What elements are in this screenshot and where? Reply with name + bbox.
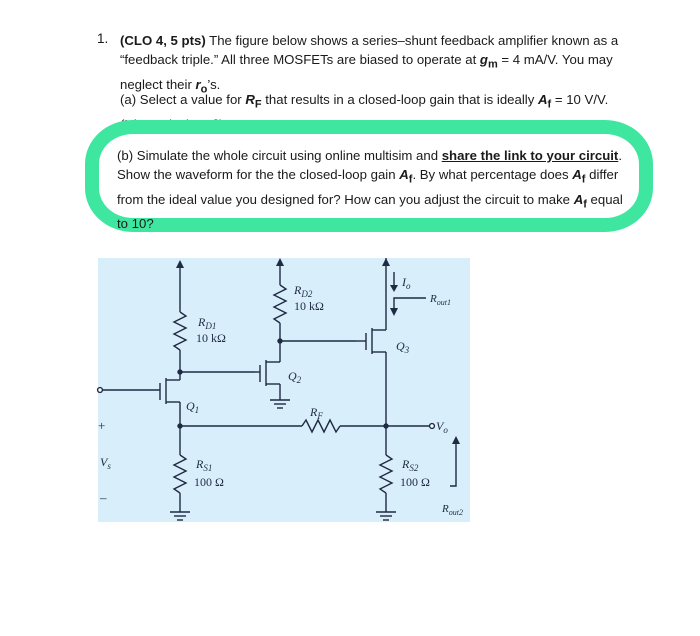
part-b-text: (b) Simulate the whole circuit using online multisim and share the link to your circuit. Show the waveform for the the closed-loop gain $A_f$. By what percentage does $A_f$ differ from the ideal value you designed for? How can you adjust the circuit to make $A_f$ equal to 10?	[117, 148, 623, 232]
rout1-label: $R_{out1}$	[430, 293, 451, 307]
rout2-label: $R_{out2}$	[442, 503, 463, 517]
rd1-label: $R_{D1}$	[198, 315, 217, 331]
rs1-label: $R_{S1}$	[196, 457, 213, 473]
part-a-clip	[0, 0, 700, 132]
part-a-text: (a) Select a value for $R_F$ that results in a closed-loop gain that is ideally $A_f = 10$ V/V. (Hint: calculate β)	[120, 92, 609, 132]
plus-sign: +	[98, 418, 106, 433]
vs-label: $V_s$	[100, 455, 111, 471]
io-label: $I_o$	[402, 275, 411, 291]
rd2-value: 10 kΩ	[294, 299, 324, 313]
q3-label: $Q_3$	[396, 339, 410, 355]
q2-label: $Q_2$	[288, 369, 302, 385]
q1-label: $Q_1$	[186, 399, 200, 415]
minus-sign: –	[100, 490, 107, 505]
vo-label: $V_o$	[436, 419, 448, 435]
question-number: 1.	[97, 31, 109, 46]
rd1-value: 10 kΩ	[196, 331, 226, 345]
clo-points: (CLO 4, 5 pts)	[120, 33, 206, 48]
rs2-value: 100 Ω	[400, 475, 430, 489]
rd2-label: $R_{D2}$	[294, 283, 313, 299]
circuit-diagram	[90, 250, 480, 530]
question-text: (CLO 4, 5 pts) The figure below shows a series–shunt feedback amplifier known as a “feedback triple.” All three MOSFETs are biased to operate at $g_m = 4$ mA/V. You may neglect their $r_o’s$.	[120, 33, 619, 96]
multisim-link-text: share the link to your circuit	[441, 148, 619, 163]
rs1-value: 100 Ω	[194, 475, 224, 489]
rs2-label: $R_{S2}$	[402, 457, 419, 473]
rf-label: $R_F$	[310, 405, 323, 421]
